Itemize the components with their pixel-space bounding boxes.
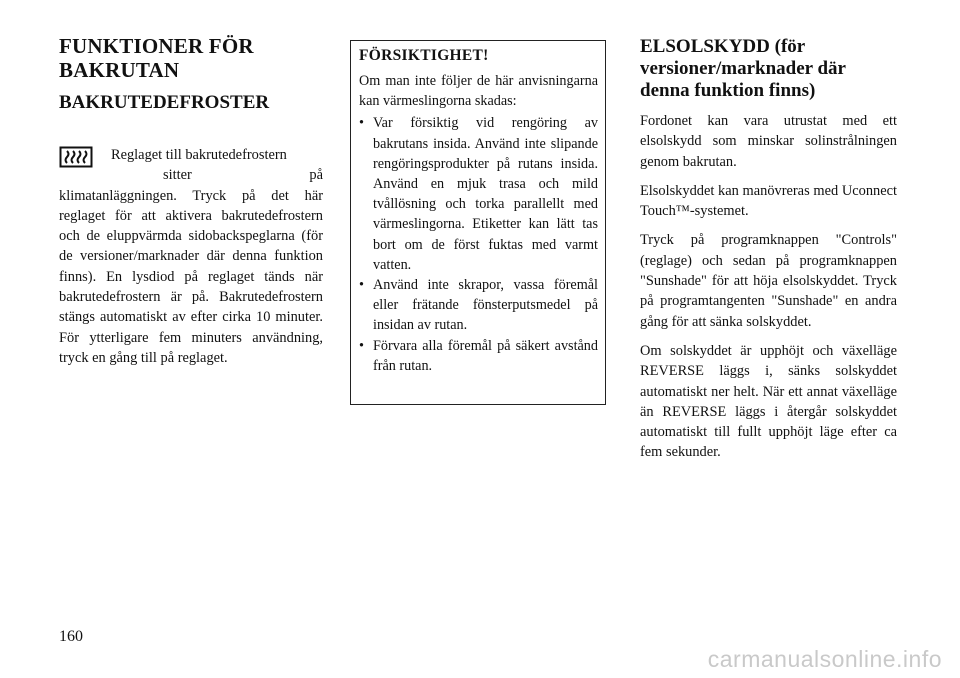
subheading-rear-defroster: BAKRUTEDEFROSTER [59, 92, 270, 113]
watermark: carmanualsonline.info [707, 646, 942, 672]
paragraph: Elsolskyddet kan manövreras med Uconnect Touch™-systemet. [640, 182, 897, 220]
paragraph: Tryck på programknappen "Controls" (reglage) och sedan på programknappen "Sunshade" för att höja elsolskyddet. Tryck på programtangenten "Sunshade" en andra gång för att sänka solskyddet. [640, 232, 897, 330]
caution-item: • Var försiktig vid rengöring av bakrutans insida. Använd inte slipande rengöringsprodukter på rutans insida. Använd en mjuk trasa och mild tvållösning och torka parallellt med värmeslingorna. Etiketter kan lätt tas bort om de först fuktas med varmt vatten. [359, 113, 598, 275]
paragraph: Om solskyddet är upphöjt och växelläge REVERSE läggs i, sänks solskyddet automatiskt ner helt. När ett annat växelläge än REVERSE läggs i återgår solskyddet automatiskt till fullt upphöjt läge efter ca fem sekunder. [640, 342, 897, 461]
paragraph: Fordonet kan vara utrustat med ett elsolskydd som minskar solinstrålningen genom bakrutan. [640, 113, 897, 170]
caution-intro: Om man inte följer de här anvisningarna kan värmeslingorna skadas: [359, 73, 598, 110]
sunshade-paragraphs [640, 111, 897, 472]
caution-list [359, 113, 598, 376]
defroster-text-first: Reglaget till bakrutedefrostern [111, 147, 287, 163]
page-number: 160 [59, 628, 83, 645]
caution-item: • Förvara alla föremål på säkert avstånd från rutan. [359, 336, 598, 376]
caution-title: FÖRSIKTIGHET! [359, 47, 489, 64]
section-heading-sunshade: ELSOLSKYDD (för versioner/marknader där denna funktion finns) [640, 36, 846, 101]
defroster-description [59, 145, 323, 368]
caution-box [350, 40, 606, 405]
section-heading-rear-window: FUNKTIONER FÖR BAKRUTAN [59, 34, 254, 82]
rear-defrost-icon [59, 146, 93, 168]
defroster-text: sitter på klimatanläggningen. Tryck på det här reglaget för att aktivera bakrutedefrostern och de eluppvärmda sidobackspeglarna (för de versioner/marknader där denna funktion finns). En lysdiod på reglaget tänds när bakrutedefrostern är på. Bakrutedefrostern stängs automatiskt av efter cirka 10 minuter. För ytterligare fem minuters användning, tryck en gång till på reglaget. [59, 167, 323, 366]
caution-item: • Använd inte skrapor, vassa föremål eller frätande fönsterputsmedel på insidan av rutan. [359, 275, 598, 336]
